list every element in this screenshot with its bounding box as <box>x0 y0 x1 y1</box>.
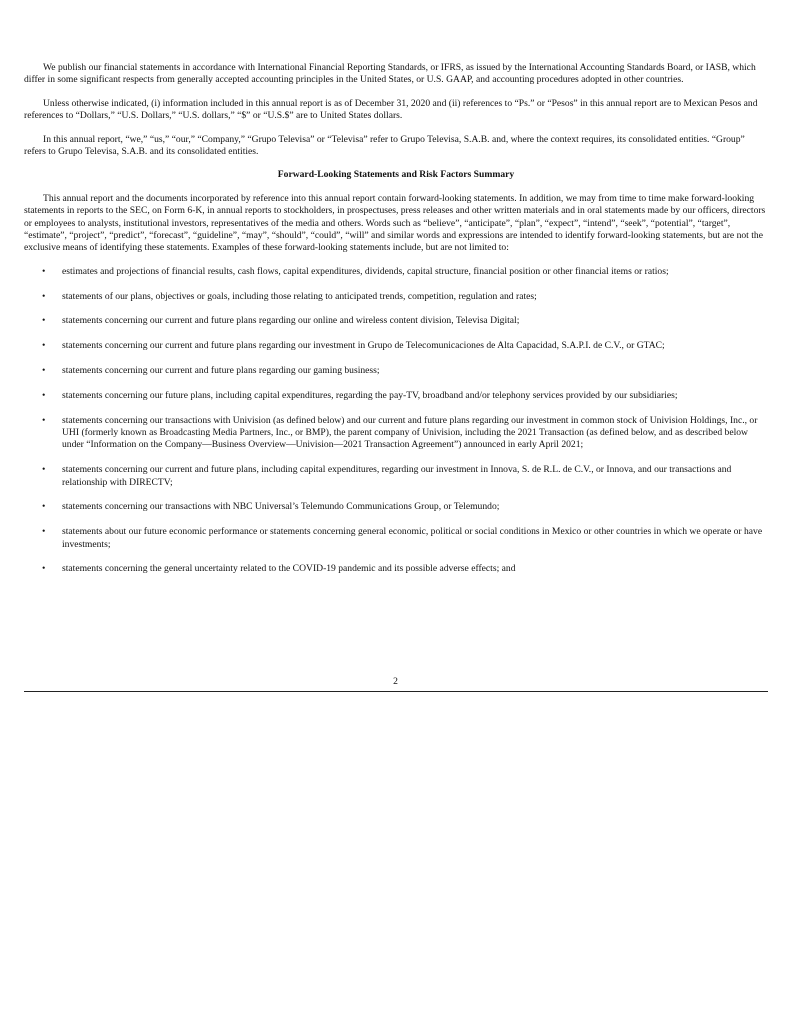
list-item <box>24 340 768 352</box>
bullet-icon: • <box>42 526 46 538</box>
list-item-text: statements concerning our future plans, including capital expenditures, regarding the pay-TV, broadband and/or telephony services provided by our subsidiaries; <box>62 389 678 401</box>
list-item <box>24 266 768 278</box>
paragraph-definitions: In this annual report, “we,” “us,” “our,” “Company,” “Grupo Televisa” or “Televisa” refer to Grupo Televisa, S.A.B. and, where the context requires, its consolidated entities. “Group” refers to Grupo Televisa, S.A.B. and its consolidated entities. <box>24 133 745 158</box>
list-item <box>24 415 768 452</box>
bullet-icon: • <box>42 365 46 377</box>
paragraph-currency: Unless otherwise indicated, (i) information included in this annual report is as of December 31, 2020 and (ii) references to “Ps.” or “Pesos” in this annual report are to Mexican Pesos and references to “Dollars,” “U.S. Dollars,” “U.S. dollars,” “$” or “U.S.$” are to United States dollars. <box>24 97 758 122</box>
list-item-text: statements concerning our current and future plans regarding our online and wireless content division, Televisa Digital; <box>62 315 520 327</box>
bullet-icon: • <box>42 265 46 277</box>
list-item <box>24 526 768 551</box>
paragraph-forward-looking: This annual report and the documents incorporated by reference into this annual report contain forward-looking statements. In addition, we may from time to time make forward-looking statements in reports to the SEC, on Form 6-K, in annual reports to stockholders, in prospectuses, press releases and other written materials and in oral statements made by our officers, directors or employees to analysts, institutional investors, representatives of the media and others. Words such as “believe”, “anticipate”, “plan”, “expect”, “intend”, “seek”, “potential”, “target”, “estimate”, “project”, “predict”, “forecast”, “guideline”, “may”, “should”, “could”, “will” and similar words and expressions are intended to identify forward-looking statements, but are not the exclusive means of identifying these statements. Examples of these forward-looking statements include, but are not limited to: <box>24 192 766 254</box>
list-item-text: statements concerning the general uncertainty related to the COVID-19 pandemic and its possible adverse effects; and <box>62 563 516 575</box>
bullet-icon: • <box>42 389 46 401</box>
list-item-text: statements of our plans, objectives or goals, including those relating to anticipated trends, competition, regulation and rates; <box>62 290 537 302</box>
paragraph-ifrs: We publish our financial statements in accordance with International Financial Reporting Standards, or IFRS, as issued by the International Accounting Standards Board, or IASB, which differ in some significant respects from generally accepted accounting principles in the United States, or U.S. GAAP, and accounting procedures adopted in other countries. <box>24 62 756 86</box>
forward-looking-list <box>24 266 768 576</box>
bullet-icon: • <box>42 563 46 575</box>
list-item-text: statements concerning our transactions with Univision (as defined below) and our current and future plans regarding our investment in common stock of Univision Holdings, Inc., or UHI (formerly known as Broadcasting Media Partners, Inc., or BMP), the parent company of Univision, including the 2021 Transaction (as defined below, and as described below under “Information on the Company—Business Overview—Univision—2021 Transaction Agreement”) announced in early April 2021; <box>62 414 758 451</box>
list-item <box>24 464 768 489</box>
list-item <box>24 501 768 513</box>
list-item <box>24 315 768 327</box>
document-page <box>24 62 768 588</box>
list-item-text: statements concerning our transactions with NBC Universal’s Telemundo Communications Group, or Telemundo; <box>62 501 500 513</box>
list-item-text: estimates and projections of financial results, cash flows, capital expenditures, dividends, capital structure, financial position or other financial items or ratios; <box>62 265 669 277</box>
list-item <box>24 365 768 377</box>
bullet-icon: • <box>42 290 46 302</box>
bullet-icon: • <box>42 414 46 426</box>
list-item-text: statements concerning our current and future plans regarding our investment in Grupo de Telecomunicaciones de Alta Capacidad, S.A.P.I. de C.V., or GTAC; <box>62 340 665 352</box>
list-item-text: statements concerning our current and future plans regarding our gaming business; <box>62 365 380 377</box>
section-heading: Forward-Looking Statements and Risk Factors Summary <box>277 169 515 181</box>
list-item-text: statements about our future economic performance or statements concerning general economic, political or social conditions in Mexico or other countries in which we operate or have investments; <box>62 526 763 550</box>
bullet-icon: • <box>42 315 46 327</box>
bullet-icon: • <box>42 340 46 352</box>
list-item-text: statements concerning our current and future plans, including capital expenditures, regarding our investment in Innova, S. de R.L. de C.V., or Innova, and our transactions and relationship with DIRECTV; <box>62 464 732 488</box>
bullet-icon: • <box>42 464 46 476</box>
list-item <box>24 291 768 303</box>
page-number: 2 <box>393 676 398 687</box>
bullet-icon: • <box>42 501 46 513</box>
list-item <box>24 390 768 402</box>
footer-divider <box>24 691 768 692</box>
list-item <box>24 563 768 575</box>
